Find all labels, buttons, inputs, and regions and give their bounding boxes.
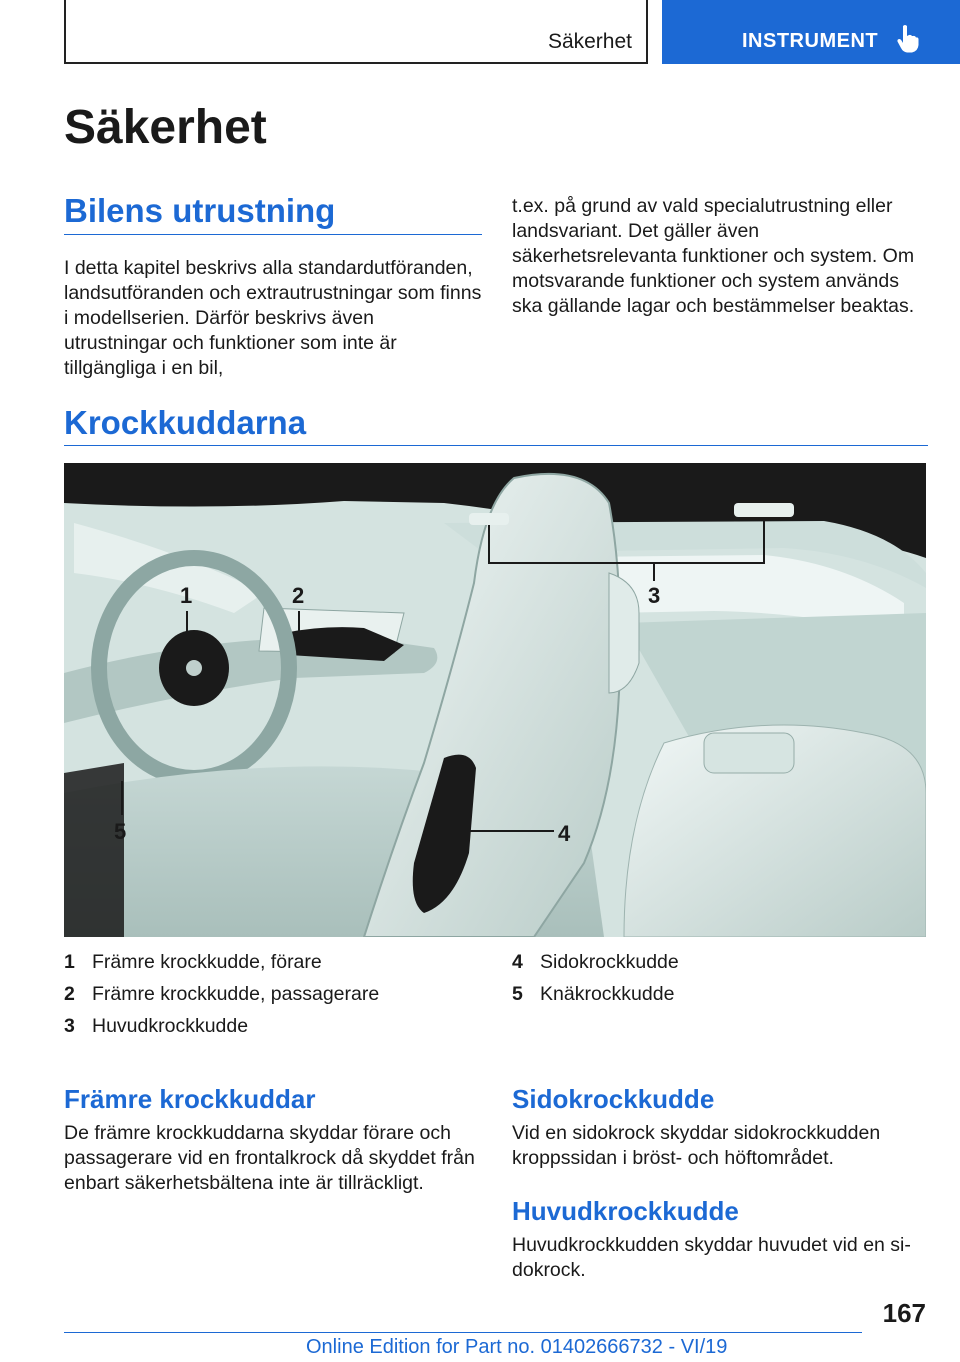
car-interior-drawing	[64, 463, 926, 937]
callout-5: 5	[114, 819, 127, 844]
subheading-head-airbag: Huvudkrockkudde	[512, 1196, 739, 1226]
airbag-illustration	[64, 463, 926, 937]
tab-instrument-label: INSTRUMENT	[742, 30, 879, 52]
callout-3: 3	[648, 583, 661, 608]
page-number: 167	[882, 1298, 926, 1328]
legend-right	[512, 946, 679, 1010]
paragraph-right: t.ex. på grund av vald specialutrustning eller landsvariant. Det gäller även säkerhetsrelevanta funktioner och system. Om motsvarande funktioner och system används ska gällande lagar och bestämmelser beaktas.	[512, 195, 915, 317]
section-heading-airbags: Krockkuddarna	[64, 404, 307, 441]
callout-4: 4	[558, 821, 571, 846]
head-airbag-text: Huvudkrockkudden skyddar huvudet vid en sidokrock.	[512, 1234, 911, 1281]
pointing-hand-icon	[896, 24, 920, 54]
header-section-title: Säkerhet	[547, 30, 632, 53]
front-airbags-text: De främre krockkuddarna skyddar förare och passagerare vid en frontalkrock då skyddet från enbart säkerhetsbältena inte är tillräckligt.	[64, 1122, 475, 1194]
page-title: Säkerhet	[64, 101, 267, 154]
side-airbag-text: Vid en sidokrock skyddar sidokrockkudden kroppssidan i bröst- och höftområdet.	[512, 1122, 881, 1169]
footer-edition: Online Edition for Part no. 01402666732 - VI/19	[306, 1336, 728, 1358]
legend-item: 3 Huvudkrockkudde	[64, 1015, 249, 1037]
legend-item: 2 Främre krockkudde, passagerare	[64, 983, 380, 1005]
heading-rule	[64, 445, 928, 446]
header-section-box	[64, 0, 648, 64]
footer-rule	[64, 1332, 862, 1333]
callout-1: 1	[180, 583, 193, 608]
paragraph-left: I detta kapitel beskrivs alla standardutföranden, landsutföranden och extrautrustningar som finns i modellserien. Därför beskrivs även utrustningar och funktioner som inte är tillgängliga i en bil,	[64, 257, 482, 379]
subheading-front-airbags: Främre krockkuddar	[64, 1084, 316, 1114]
section-heading-vehicle-equipment: Bilens utrustning	[64, 192, 336, 229]
callout-2: 2	[292, 583, 305, 608]
legend-item: 5 Knäkrockkudde	[512, 983, 675, 1005]
legend-left	[64, 946, 379, 1042]
legend-item: 4 Sidokrockkudde	[512, 951, 679, 973]
legend-item: 1 Främre krockkudde, förare	[64, 951, 322, 973]
subheading-side-airbag: Sidokrockkudde	[512, 1084, 715, 1114]
heading-rule	[64, 234, 482, 235]
tab-instrument[interactable]	[662, 0, 960, 64]
